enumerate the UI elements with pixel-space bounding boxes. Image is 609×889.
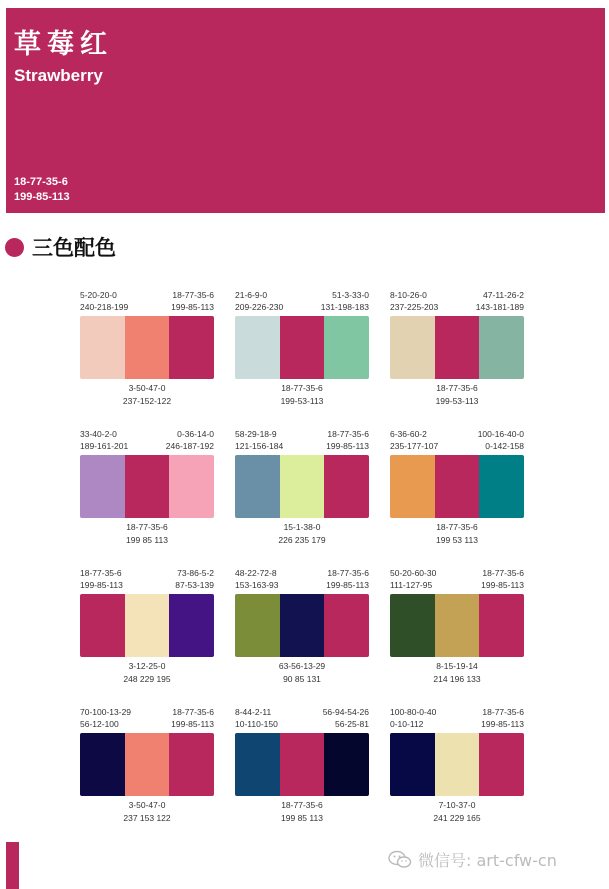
- color-swatch: [280, 316, 325, 379]
- rgb-label-left: 199-85-113: [80, 580, 123, 590]
- cmyk-label-right: 18-77-35-6: [327, 568, 369, 578]
- cmyk-label-bottom: 8-15-19-14: [436, 661, 478, 671]
- rgb-label-left: 209-226-230: [235, 302, 284, 312]
- color-swatch: [80, 455, 125, 518]
- palette-combo: [235, 568, 369, 718]
- rgb-label-left: 111-127-95: [390, 580, 433, 590]
- rgb-label-right: 143-181-189: [475, 302, 524, 312]
- color-swatch: [324, 733, 369, 796]
- rgb-label-right: 246-187-192: [165, 441, 214, 451]
- swatch-strip: [235, 733, 369, 796]
- rgb-label-bottom: 214 196 133: [433, 674, 481, 684]
- color-swatch: [80, 733, 125, 796]
- cmyk-label-bottom: 3-50-47-0: [128, 383, 166, 393]
- cmyk-label-left: 58-29-18-9: [235, 429, 277, 439]
- rgb-label-right: 199-85-113: [171, 719, 214, 729]
- rgb-label-bottom: 226 235 179: [278, 535, 326, 545]
- rgb-label-bottom: 199 53 113: [436, 535, 478, 545]
- color-swatch: [280, 733, 325, 796]
- rgb-label-right: 199-85-113: [481, 580, 524, 590]
- wechat-icon: [388, 850, 412, 870]
- rgb-label-bottom: 237-152-122: [122, 396, 172, 406]
- bullet-dot-icon: [5, 238, 24, 257]
- palette-combo: [80, 707, 214, 857]
- rgb-label-left: 237-225-203: [390, 302, 439, 312]
- color-swatch: [435, 316, 480, 379]
- rgb-label-bottom: 199 85 113: [126, 535, 168, 545]
- color-swatch: [280, 455, 325, 518]
- color-swatch: [280, 594, 325, 657]
- swatch-strip: [80, 455, 214, 518]
- cmyk-label-right: 56-94-54-26: [322, 707, 369, 717]
- cmyk-label-right: 100-16-40-0: [477, 429, 524, 439]
- color-swatch: [479, 316, 524, 379]
- cmyk-code: 18-77-35-6: [14, 176, 68, 188]
- cmyk-label-left: 50-20-60-30: [390, 568, 437, 578]
- palette-combo: [235, 290, 369, 440]
- rgb-label-bottom: 199-53-113: [280, 396, 324, 406]
- color-name-english: Strawberry: [14, 66, 103, 85]
- cmyk-label-bottom: 3-12-25-0: [128, 661, 166, 671]
- rgb-label-left: 10-110-150: [235, 719, 278, 729]
- rgb-label-right: 199-85-113: [171, 302, 214, 312]
- cmyk-label-bottom: 7-10-37-0: [438, 800, 476, 810]
- cmyk-label-bottom: 3-50-47-0: [128, 800, 166, 810]
- color-swatch: [435, 594, 480, 657]
- cmyk-label-left: 8-44-2-11: [235, 707, 272, 717]
- swatch-strip: [235, 316, 369, 379]
- color-swatch: [125, 316, 170, 379]
- wechat-id-label: 微信号: art-cfw-cn: [418, 851, 557, 870]
- color-swatch: [80, 594, 125, 657]
- color-swatch: [479, 594, 524, 657]
- color-swatch: [235, 594, 280, 657]
- rgb-label-right: 199-85-113: [481, 719, 524, 729]
- cmyk-label-right: 73-86-5-2: [177, 568, 214, 578]
- rgb-label-bottom: 199 85 113: [281, 813, 323, 823]
- cmyk-label-right: 18-77-35-6: [172, 290, 214, 300]
- cmyk-label-right: 51-3-33-0: [332, 290, 369, 300]
- color-header-banner: [6, 8, 605, 213]
- color-swatch: [390, 733, 435, 796]
- swatch-strip: [80, 594, 214, 657]
- swatch-strip: [390, 455, 524, 518]
- color-swatch: [324, 455, 369, 518]
- cmyk-label-left: 5-20-20-0: [80, 290, 117, 300]
- palette-combo: [390, 429, 524, 579]
- swatch-strip: [390, 594, 524, 657]
- cmyk-label-bottom: 18-77-35-6: [281, 800, 323, 810]
- cmyk-label-left: 70-100-13-29: [80, 707, 132, 717]
- footer-accent-bar: [6, 842, 19, 889]
- color-swatch: [435, 733, 480, 796]
- cmyk-label-right: 18-77-35-6: [172, 707, 214, 717]
- palette-combo: [80, 290, 214, 440]
- cmyk-label-left: 33-40-2-0: [80, 429, 117, 439]
- cmyk-label-bottom: 15-1-38-0: [283, 522, 321, 532]
- cmyk-label-left: 48-22-72-8: [235, 568, 277, 578]
- rgb-label-right: 56-25-81: [334, 719, 369, 729]
- rgb-label-left: 0-10-112: [390, 719, 424, 729]
- swatch-strip: [80, 733, 214, 796]
- cmyk-label-bottom: 18-77-35-6: [126, 522, 168, 532]
- color-swatch: [479, 733, 524, 796]
- rgb-label-left: 56-12-100: [80, 719, 119, 729]
- color-swatch: [390, 316, 435, 379]
- rgb-code: 199-85-113: [14, 191, 70, 203]
- color-swatch: [125, 455, 170, 518]
- rgb-label-bottom: 90 85 131: [283, 674, 321, 684]
- color-swatch: [169, 316, 214, 379]
- section-heading: [5, 232, 116, 262]
- palette-combo: [80, 568, 214, 718]
- color-swatch: [169, 455, 214, 518]
- rgb-label-left: 235-177-107: [390, 441, 439, 451]
- color-swatch: [169, 733, 214, 796]
- cmyk-label-right: 0-36-14-0: [177, 429, 214, 439]
- palette-combo: [235, 429, 369, 579]
- color-swatch: [169, 594, 214, 657]
- rgb-label-left: 121-156-184: [235, 441, 284, 451]
- rgb-label-right: 131-198-183: [320, 302, 369, 312]
- rgb-label-right: 0-142-158: [485, 441, 524, 451]
- cmyk-label-bottom: 18-77-35-6: [436, 383, 478, 393]
- rgb-label-bottom: 199-53-113: [435, 396, 479, 406]
- color-swatch: [390, 455, 435, 518]
- palette-combo: [235, 707, 369, 857]
- color-swatch: [479, 455, 524, 518]
- cmyk-label-bottom: 18-77-35-6: [281, 383, 323, 393]
- section-title: 三色配色: [32, 236, 116, 260]
- color-swatch: [235, 316, 280, 379]
- cmyk-label-right: 47-11-26-2: [483, 290, 524, 300]
- color-name-chinese: 草莓红: [14, 29, 113, 60]
- rgb-label-left: 153-163-93: [235, 580, 279, 590]
- rgb-label-right: 199-85-113: [326, 580, 369, 590]
- color-swatch: [324, 594, 369, 657]
- palette-combo: [390, 707, 524, 857]
- rgb-label-right: 199-85-113: [326, 441, 369, 451]
- swatch-strip: [235, 455, 369, 518]
- color-swatch: [324, 316, 369, 379]
- cmyk-label-bottom: 63-56-13-29: [278, 661, 326, 671]
- wechat-watermark: [388, 848, 557, 871]
- cmyk-label-left: 18-77-35-6: [80, 568, 122, 578]
- swatch-strip: [390, 733, 524, 796]
- cmyk-label-right: 18-77-35-6: [482, 568, 524, 578]
- cmyk-label-left: 8-10-26-0: [390, 290, 427, 300]
- cmyk-label-right: 18-77-35-6: [482, 707, 524, 717]
- palette-combo: [390, 568, 524, 718]
- color-swatch: [390, 594, 435, 657]
- rgb-label-bottom: 241 229 165: [433, 813, 481, 823]
- color-swatch: [235, 455, 280, 518]
- cmyk-label-left: 100-80-0-40: [390, 707, 437, 717]
- palette-combo: [390, 290, 524, 440]
- rgb-label-left: 240-218-199: [80, 302, 129, 312]
- color-swatch: [80, 316, 125, 379]
- color-swatch: [125, 733, 170, 796]
- color-swatch: [235, 733, 280, 796]
- cmyk-label-bottom: 18-77-35-6: [436, 522, 478, 532]
- swatch-strip: [235, 594, 369, 657]
- cmyk-label-right: 18-77-35-6: [327, 429, 369, 439]
- cmyk-label-left: 6-36-60-2: [390, 429, 427, 439]
- palette-combo: [80, 429, 214, 579]
- color-swatch: [435, 455, 480, 518]
- color-swatch: [125, 594, 170, 657]
- swatch-strip: [80, 316, 214, 379]
- swatch-strip: [390, 316, 524, 379]
- rgb-label-bottom: 237 153 122: [123, 813, 171, 823]
- rgb-label-left: 189-161-201: [80, 441, 129, 451]
- cmyk-label-left: 21-6-9-0: [235, 290, 268, 300]
- rgb-label-bottom: 248 229 195: [123, 674, 171, 684]
- rgb-label-right: 87-53-139: [175, 580, 214, 590]
